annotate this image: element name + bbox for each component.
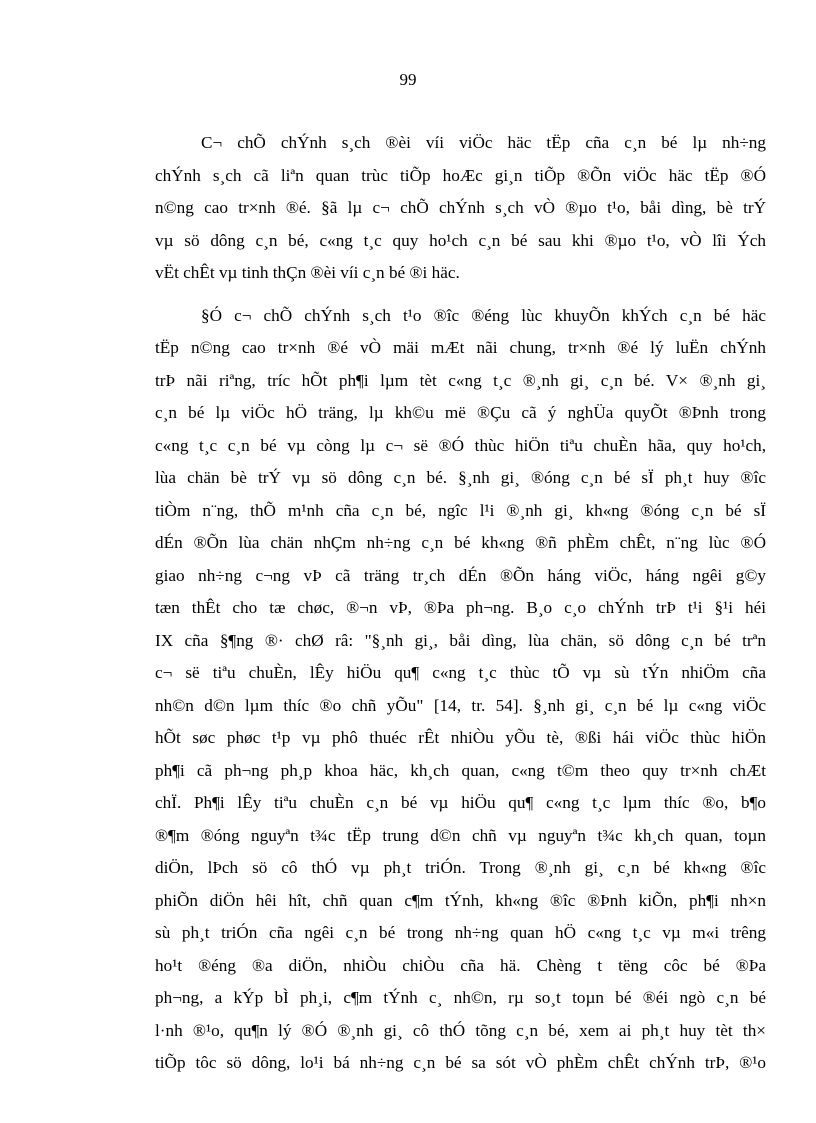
text-line: chÝnh s¸ch cã liªn quan trùc tiÕp hoÆc gi¸n tiÕp ®Õn viÖc häc tËp ®Ó xyxy=(155,165,766,185)
text-line: c¬ së tiªu chuÈn, lÊy hiÖu qu¶ c«ng t¸c thùc tÕ vµ sù tÝn nhiÖm cña xyxy=(155,663,766,682)
text-line: c¸n bé lµ viÖc hÖ träng, lµ kh©u më ®Çu cã ý nghÜa quyÕt ®Þnh trong xyxy=(155,403,766,422)
text-line: chÏ. Ph¶i lÊy tiªu chuÈn c¸n bé vµ hiÖu qu¶ c«ng t¸c lµm thíc ®o, b¶o xyxy=(155,793,766,812)
text-line: ph¬ng, a kÝp bÌ ph¸i, c¶m tÝnh c¸ nh©n, rµ so¸t toµn bé ®éi ngò c¸n bé xyxy=(155,988,766,1007)
text-line: giao nh÷ng c¬ng vÞ cã träng tr¸ch dÉn ®Õn háng viÖc, háng ngêi g©y xyxy=(155,565,766,585)
text-line: ph¶i cã ph¬ng ph¸p khoa häc, kh¸ch quan, c«ng t©m theo quy tr×nh chÆt xyxy=(155,760,766,780)
text-line: §Ó c¬ chÕ chÝnh s¸ch t¹o ®îc ®éng lùc khuyÕn khÝch c¸n bé häc xyxy=(201,305,766,325)
text-line: ho¹t ®éng ®a diÖn, nhiÒu chiÒu cña hä. Chèng t tëng côc bé ®Þa xyxy=(155,955,766,975)
text-line: c«ng t¸c c¸n bé vµ còng lµ c¬ së ®Ó thùc hiÖn tiªu chuÈn hãa, quy ho¹ch, xyxy=(155,435,766,455)
text-line: ®¶m ®óng nguyªn t¾c tËp trung d©n chñ vµ nguyªn t¾c kh¸ch quan, toµn xyxy=(155,825,766,845)
paragraph-1 xyxy=(155,127,766,290)
text-line: tiÒm n¨ng, thÕ m¹nh cña c¸n bé, ngîc l¹i ®¸nh gi¸ kh«ng ®óng c¸n bé sÏ xyxy=(155,500,766,520)
text-line: dÉn ®Õn lùa chän nhÇm nh÷ng c¸n bé kh«ng ®ñ phÈm chÊt, n¨ng lùc ®Ó xyxy=(155,533,766,552)
text-line: l·nh ®¹o, qu¶n lý ®Ó ®¸nh gi¸ cô thÓ tõng c¸n bé, xem ai ph¸t huy tèt th× xyxy=(155,1020,766,1040)
text-line: lùa chän bè trÝ vµ sö dông c¸n bé. §¸nh gi¸ ®óng c¸n bé sÏ ph¸t huy ®îc xyxy=(155,468,766,487)
text-line: vµ sö dông c¸n bé, c«ng t¸c quy ho¹ch c¸n bé sau khi ®µo t¹o, vÒ lîi Ých xyxy=(155,230,766,250)
text-line: hÕt søc phøc t¹p vµ phô thuéc rÊt nhiÒu yÕu tè, ®ßi hái viÖc thùc hiÖn xyxy=(155,728,766,747)
paragraph-2 xyxy=(155,300,766,1080)
text-line: diÖn, lÞch sö cô thÓ vµ ph¸t triÓn. Trong ®¸nh gi¸ c¸n bé kh«ng ®îc xyxy=(155,858,766,877)
text-line: nh©n d©n lµm thíc ®o chñ yÕu" [14, tr. 54]. §¸nh gi¸ c¸n bé lµ c«ng viÖc xyxy=(155,695,766,715)
text-line: phiÕn diÖn hêi hît, chñ quan c¶m tÝnh, kh«ng ®îc ®Þnh kiÕn, ph¶i nh×n xyxy=(155,890,766,910)
page-number: 99 xyxy=(399,70,417,89)
text-line: vËt chÊt vµ tinh thÇn ®èi víi c¸n bé ®i häc. xyxy=(155,263,460,282)
text-line: C¬ chÕ chÝnh s¸ch ®èi víi viÖc häc tËp cña c¸n bé lµ nh÷ng xyxy=(201,133,766,152)
text-line: tiÕp tôc sö dông, lo¹i bá nh÷ng c¸n bé sa sót vÒ phÈm chÊt chÝnh trÞ, ®¹o xyxy=(155,1053,766,1072)
text-line: tËp n©ng cao tr×nh ®é vÒ mäi mÆt nãi chung, tr×nh ®é lý luËn chÝnh xyxy=(155,338,766,357)
text-line: n©ng cao tr×nh ®é. §ã lµ c¬ chÕ chÝnh s¸ch vÒ ®µo t¹o, båi dìng, bè trÝ xyxy=(155,198,766,217)
text-line: sù ph¸t triÓn cña ngêi c¸n bé trong nh÷ng quan hÖ c«ng t¸c vµ m«i trêng xyxy=(155,923,766,942)
text-line: trÞ nãi riªng, tríc hÕt ph¶i lµm tèt c«ng t¸c ®¸nh gi¸ c¸n bé. V× ®¸nh gi¸ xyxy=(155,370,766,390)
text-line: IX cña §¶ng ®· chØ râ: "§¸nh gi¸, båi dìng, lùa chän, sö dông c¸n bé trªn xyxy=(155,630,766,650)
text-line: tæn thÊt cho tæ chøc, ®¬n vÞ, ®Þa ph¬ng. B¸o c¸o chÝnh trÞ t¹i §¹i héi xyxy=(155,598,766,617)
body-text xyxy=(155,127,766,1090)
